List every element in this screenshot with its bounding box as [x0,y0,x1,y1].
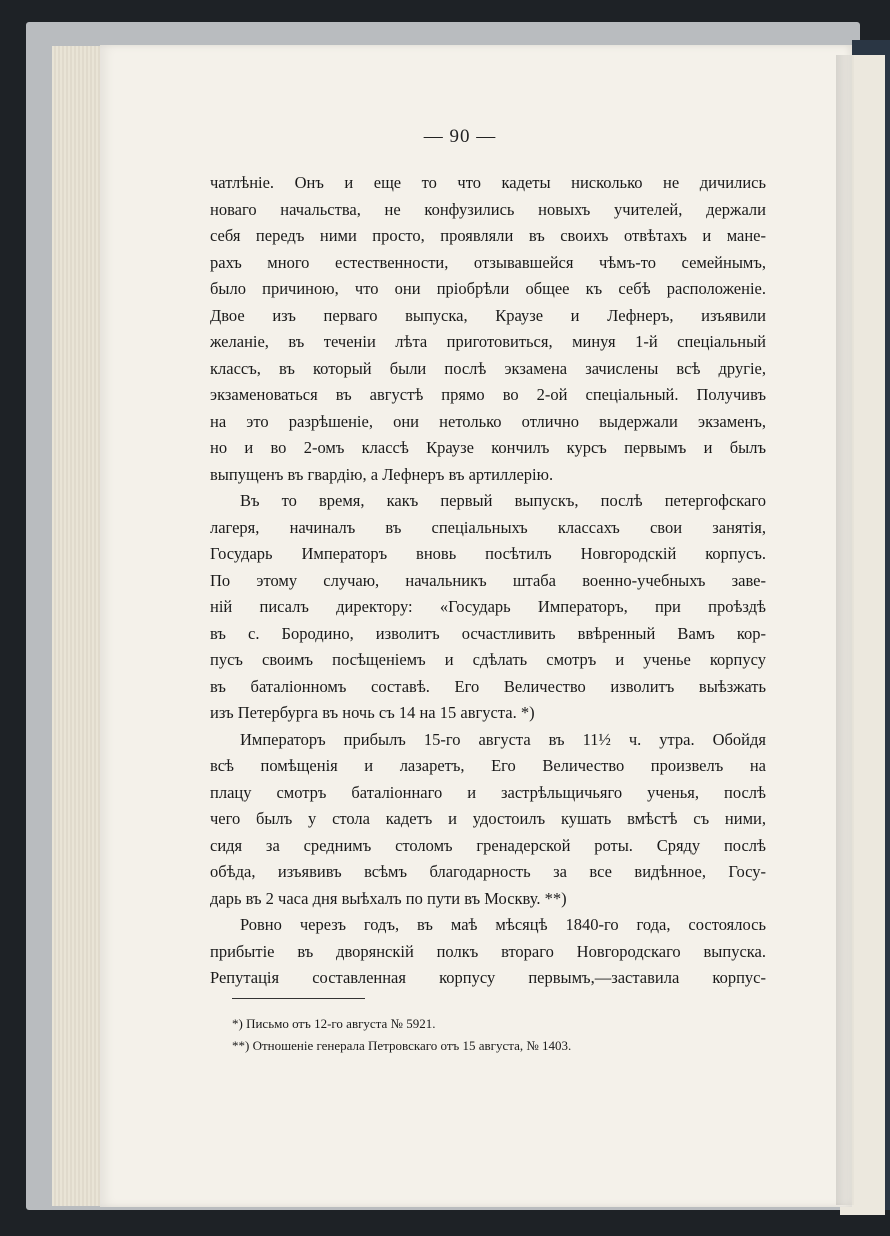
text-line: По этому случаю, начальникъ штаба военно-учебныхъ заве- [210,570,766,590]
text-line: классъ, въ который были послѣ экзамена зачислены всѣ другіе, [210,358,766,378]
text-line: сидя за среднимъ столомъ гренадерской роты. Сряду послѣ [210,835,766,855]
text-line: Императоръ прибылъ 15-го августа въ 11½ ч. утра. Обойдя [240,729,766,749]
text-line: обѣда, изъявивъ всѣмъ благодарность за все видѣнное, Госу- [210,862,766,881]
text-line: выпущенъ въ гвардію, а Лефнеръ въ артиллерію. [210,464,554,484]
text-line: плацу смотръ баталіоннаго и застрѣльщичьяго ученья, послѣ [210,782,766,802]
text-line: себя передъ ними просто, проявляли въ своихъ отвѣтахъ и мане- [210,226,766,245]
text-line: Государь Императоръ вновь посѣтилъ Новгородскій корпусъ. [210,544,766,563]
text-line: рахъ много естественности, отзывавшейся чѣмъ-то семейнымъ, [210,252,766,272]
text-line: чатлѣніе. Онъ и еще то что кадеты нисколько не дичились [210,173,766,192]
text-line: прибытіе въ дворянскій полкъ втораго Новгородскаго выпуска. [210,941,766,961]
text-line: ній писалъ директору: «Государь Императоръ, при проѣздѣ [210,597,766,616]
footnote-2: **) Отношеніе генерала Петровскаго отъ 15 августа, № 1403. [232,1038,572,1053]
footnote-separator [232,998,365,999]
footnote-1: *) Письмо отъ 12-го августа № 5921. [232,1016,436,1031]
footnotes [232,1013,692,1057]
text-line: Двое изъ перваго выпуска, Краузе и Лефнеръ, изъявили [210,305,766,325]
text-line: въ баталіонномъ составѣ. Его Величество изволитъ выѣзжать [210,676,766,696]
text-line: изъ Петербурга въ ночь съ 14 на 15 августа. *) [210,703,535,722]
text-line: пусъ своимъ посѣщеніемъ и сдѣлать смотръ и ученье корпусу [210,650,766,669]
page-gutter-shadow [836,55,854,1205]
text-line: Въ то время, какъ первый выпускъ, послѣ петергофскаго [240,491,766,510]
text-line: всѣ помѣщенія и лазаретъ, Его Величество произвелъ на [210,756,766,775]
text-line: было причиною, что они пріобрѣли общее къ себѣ расположеніе. [210,279,766,298]
text-line: на это разрѣшеніе, они нетолько отлично выдержали экзаменъ, [210,411,766,431]
text-line: желаніе, въ теченіи лѣта приготовиться, минуя 1-й спеціальный [210,332,766,351]
text-line: Ровно черезъ годъ, въ маѣ мѣсяцѣ 1840-го года, состоялось [240,915,766,934]
text-line: въ с. Бородино, изволитъ осчастливить ввѣренный Вамъ кор- [210,623,766,643]
page-number: — 90 — [423,126,497,147]
text-line: лагеря, начиналъ въ спеціальныхъ классахъ свои занятія, [210,517,766,537]
text-line: Репутація составленная корпусу первымъ,—заставила корпус- [210,968,766,987]
text-line: новаго начальства, не конфузились новыхъ учителей, держали [210,199,766,219]
text-line: чего былъ у стола кадетъ и удостоилъ кушать вмѣстѣ съ ними, [210,809,766,828]
text-line: экзаменоваться въ августѣ прямо во 2-ой спеціальный. Получивъ [210,385,766,404]
text-line: но и во 2-омъ классѣ Краузе кончилъ курсъ первымъ и былъ [210,438,766,457]
body-text [210,170,766,992]
text-line: дарь въ 2 часа дня выѣхалъ по пути въ Москву. **) [210,888,567,908]
